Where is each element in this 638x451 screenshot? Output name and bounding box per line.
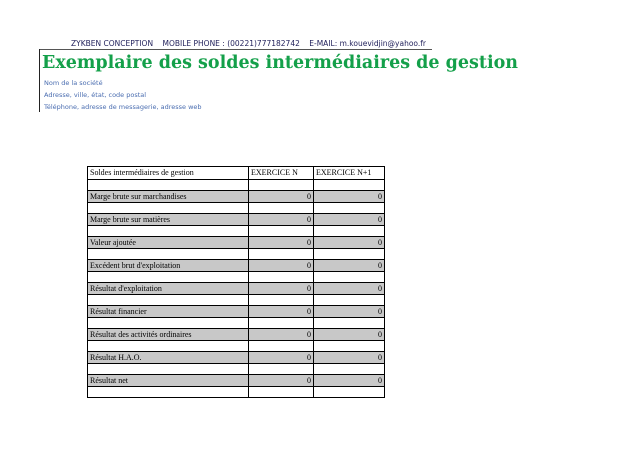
spacer-row [88,387,385,398]
spacer-row [88,249,385,260]
header-company: ZYKBEN CONCEPTION [71,39,154,48]
header-email: E-MAIL: m.kouevidjin@yahoo.fr [309,39,426,48]
row-value-n1: 0 [314,237,385,249]
row-value-n: 0 [249,214,314,226]
header-divider [40,49,432,50]
row-value-n1: 0 [314,283,385,295]
table-row [88,306,385,318]
table-row [88,237,385,249]
spacer-row [88,295,385,306]
table-row [88,352,385,364]
row-label: Résultat H.A.O. [88,352,249,364]
row-value-n: 0 [249,191,314,203]
table-header-row [88,167,385,180]
row-label: Marge brute sur marchandises [88,191,249,203]
table-row [88,375,385,387]
row-value-n: 0 [249,329,314,341]
row-label: Résultat d'exploitation [88,283,249,295]
row-value-n1: 0 [314,214,385,226]
row-value-n: 0 [249,283,314,295]
spacer-row [88,226,385,237]
row-value-n1: 0 [314,306,385,318]
row-value-n: 0 [249,352,314,364]
document-header [71,39,433,48]
spacer-row [88,364,385,375]
soldes-table [87,166,385,398]
table-row [88,260,385,272]
row-label: Excédent brut d'exploitation [88,260,249,272]
spacer-row [88,318,385,329]
row-value-n1: 0 [314,191,385,203]
row-value-n1: 0 [314,375,385,387]
table-row [88,329,385,341]
header-exercice-n: EXERCICE N [249,167,314,180]
row-value-n: 0 [249,237,314,249]
company-contact: Téléphone, adresse de messagerie, adresse web [44,103,202,111]
document-title: Exemplaire des soldes intermédiaires de gestion [42,53,518,73]
left-margin-rule [39,49,40,112]
header-label: Soldes intermédiaires de gestion [88,167,249,180]
row-value-n: 0 [249,375,314,387]
row-value-n: 0 [249,260,314,272]
row-value-n: 0 [249,306,314,318]
spacer-row [88,180,385,191]
table-row [88,214,385,226]
table-row [88,191,385,203]
table-row [88,283,385,295]
row-label: Valeur ajoutée [88,237,249,249]
company-name: Nom de la société [44,79,103,87]
row-label: Résultat financier [88,306,249,318]
header-phone: MOBILE PHONE : (00221)777182742 [162,39,300,48]
spacer-row [88,203,385,214]
row-value-n1: 0 [314,260,385,272]
row-label: Résultat net [88,375,249,387]
header-exercice-n1: EXERCICE N+1 [314,167,385,180]
row-value-n1: 0 [314,352,385,364]
spacer-row [88,341,385,352]
row-label: Marge brute sur matières [88,214,249,226]
row-value-n1: 0 [314,329,385,341]
spacer-row [88,272,385,283]
row-label: Résultat des activités ordinaires [88,329,249,341]
company-address: Adresse, ville, état, code postal [44,91,147,99]
